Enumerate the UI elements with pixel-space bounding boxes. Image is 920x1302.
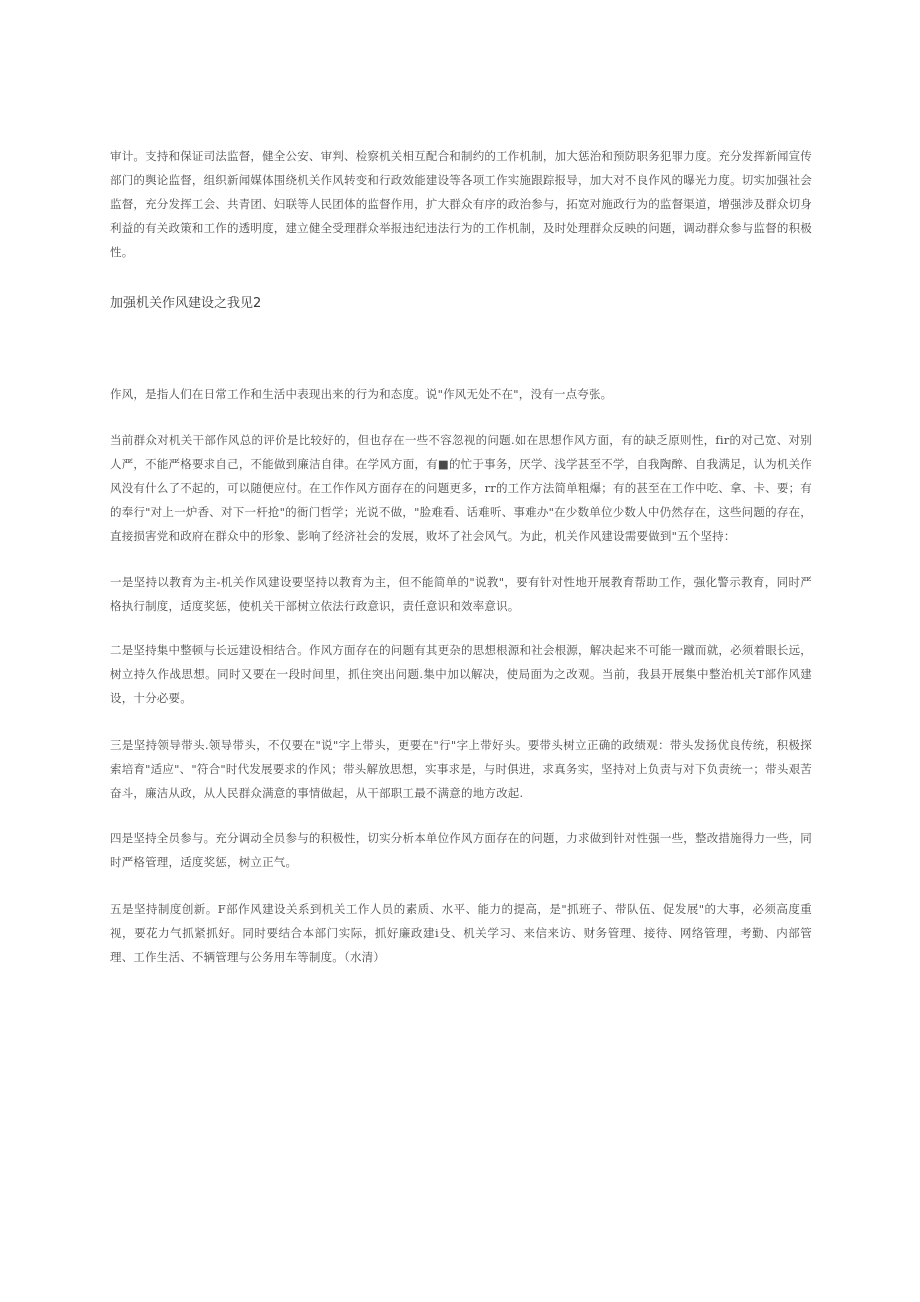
intro-tail-paragraph: 审计。支持和保证司法监督，健全公安、审判、检察机关相互配合和制约的工作机制，加大惩治和预防职务犯罪力度。充分发挥新闻宣传部门的舆论监督，组织新闻媒体围绕机关作风转变和行政效能建设等各项工作实施跟踪报导，加大对不良作风的曝光力度。切实加强社会监督，充分发挥工会、共青团、妇联等人民团体的监督作用，扩大群众有序的政治参与，拓宽对施政行为的监督渠道，增强涉及群众切身利益的有关政策和工作的透明度，建立健全受理群众举报违纪违法行为的工作机制，及时处理群众反映的问题，调动群众参与监督的积极性。	[110, 149, 812, 259]
point-one-paragraph: 一是坚持以教育为主-机关作风建设要坚持以教育为主，但不能简单的"说教"，要有针对性地开展教育帮助工作，强化警示教育，同时严格执行制度，适度奖惩，使机关干部树立依法行政意识，责任意识和效率意识。	[110, 575, 812, 613]
definition-paragraph: 作风，是指人们在日常工作和生活中表现出来的行为和态度。说"作风无处不在"，没有一点夸张。	[110, 387, 613, 401]
point-two-paragraph: 二是坚持集中整顿与长远建设相结合。作风方面存在的问题有其更杂的思想根源和社会根源，解决起来不可能一蹴而就，必须着眼长远，树立持久作战思想。同时又要在一段时间里，抓住突出问题.集中加以解决，使局面为之改观。当前，我县开展集中整治机关T部作风建设，十分必要。	[110, 643, 812, 705]
point-four-paragraph: 四是坚持全员参与。充分调动全员参与的积极性，切实分析本单位作风方面存在的问题，力求做到针对性强一些，整改措施得力一些，同时严格管理，适度奖惩，树立正气。	[110, 831, 812, 869]
current-situation-paragraph: 当前群众对机关干部作风总的评价是比较好的，但也存在一些不容忽视的问题.如在思想作风方面，有的缺乏原则性，fir的对己宽、对别人严，不能严格要求自己，不能做到廉洁自律。在学风方面，有■的忙于事务，厌学、浅学甚至不学，自我陶醉、自我满足，认为机关作风没有什么了不起的，可以随便应付。在工作作风方面存在的问题更多，rr的工作方法简单粗爆；有的甚至在工作中吃、拿、卡、要；有的奉行"对上一炉香、对下一杆抢"的衙门哲学；光说不做，"脸难看、话难听、事难办"在少数单位少数人中仍然存在，这些问题的存在，直接损害党和政府在群众中的形象、影响了经济社会的发展，败坏了社会风气。为此，机关作风建设需要做到"五个坚持：	[110, 433, 812, 543]
point-five-paragraph: 五是坚持制度创新。F部作风建设关系到机关工作人员的素质、水平、能力的提高，是"抓班子、带队伍、促发展"的大事，必须高度重视，要花力气抓紧抓好。同时要结合本部门实际，抓好廉政建i殳、机关学习、来信来访、财务管理、接待、网络管理，考勤、内部管理、工作生活、不辆管理与公务用车等制度。（水清）	[110, 902, 812, 964]
point-three-paragraph: 三是坚持领导带头.领导带头，不仅要在"说"字上带头，更要在"行"字上带好头。要带头树立正确的政绩观：带头发扬优良传统，积极探索培育"适应"、"符合"时代发展要求的作风；带头解放思想，实事求是，与时俱进，求真务实，坚持对上负责与对下负责统一；带头艰苦奋斗，廉洁从政，从人民群众满意的事情做起，从干部职工最不满意的地方改起.	[110, 738, 812, 800]
article-title: 加强机关作风建设之我见2	[110, 296, 262, 311]
